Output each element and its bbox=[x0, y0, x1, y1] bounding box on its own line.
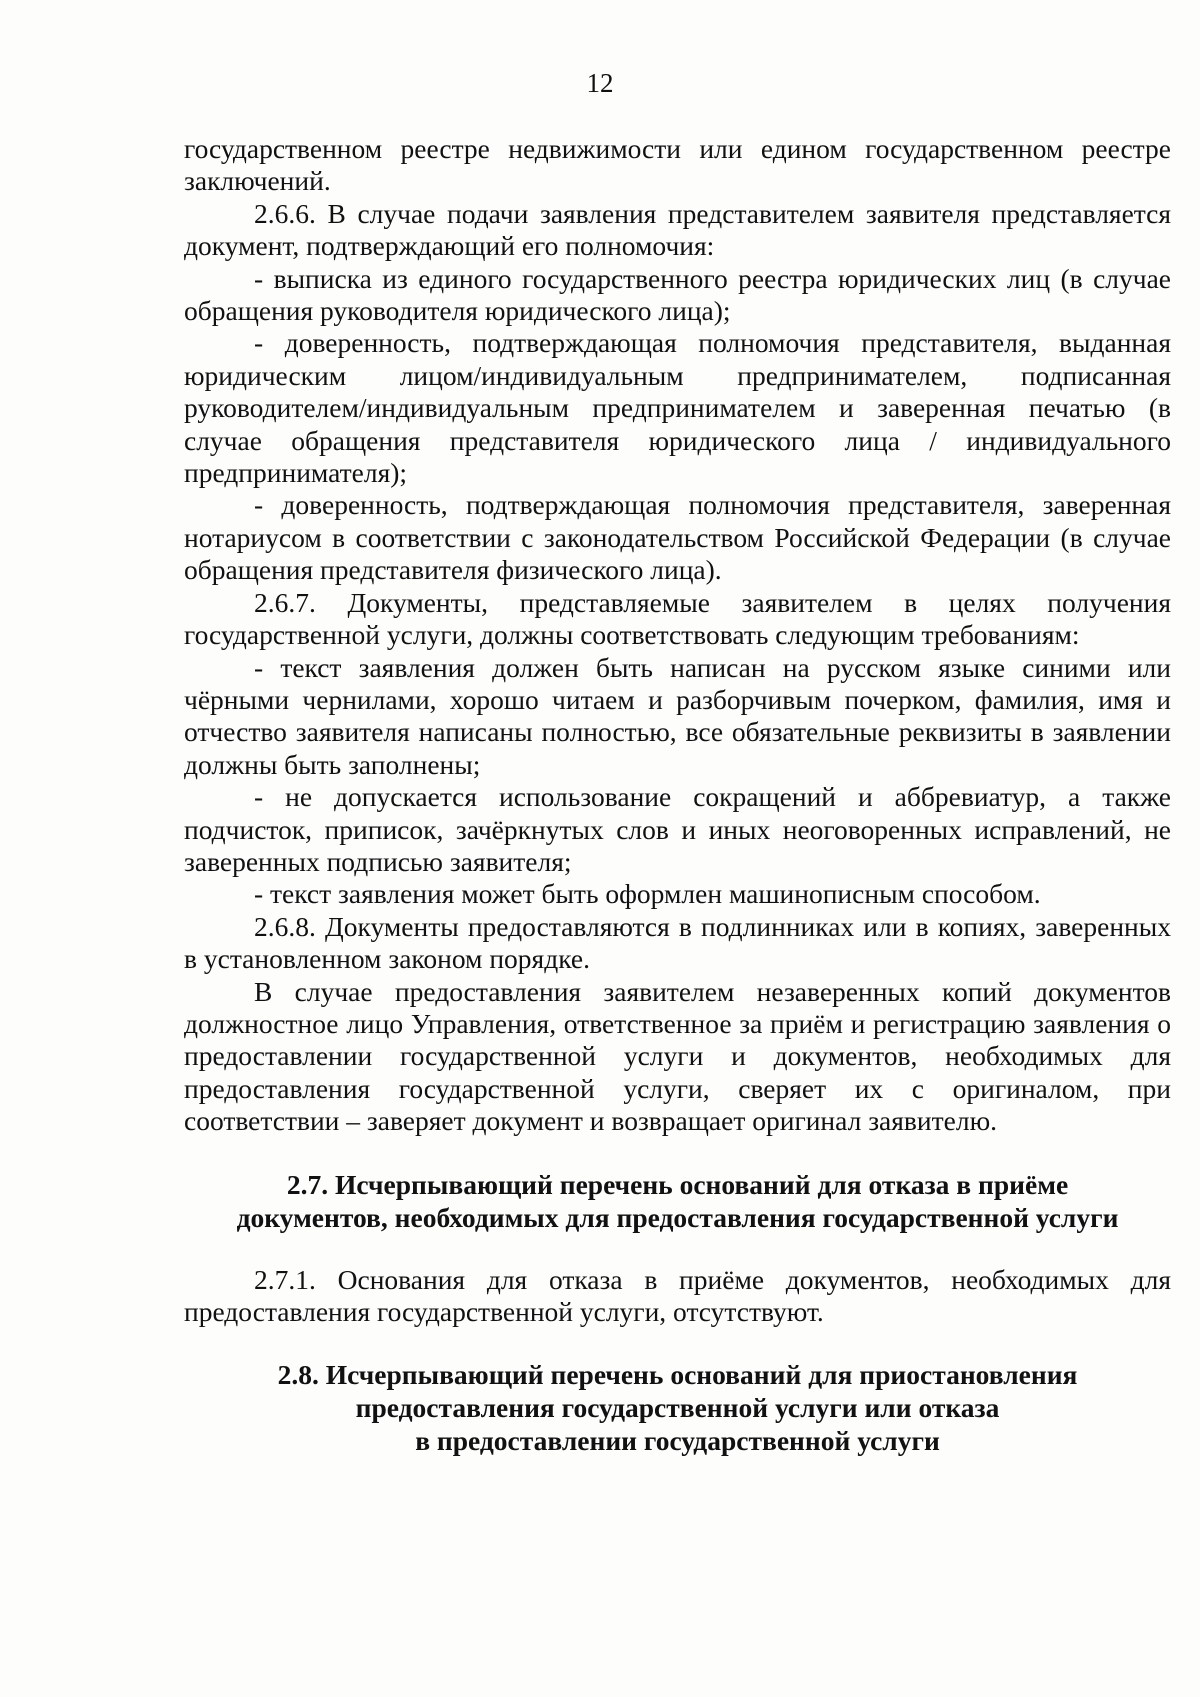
paragraph-uncertified-copies: В случае предоставления заявителем незаверенных копий документов должностное лицо Управления, ответственное за приём и регистрацию заявления о предоставлении государственной услуги и документов, необходимых для предоставления государственной услуги, сверяет их с оригиналом, при соответствии – заверяет документ и возвращает оригинал заявителю. bbox=[184, 975, 1171, 1137]
paragraph-2-6-8: 2.6.8. Документы предоставляются в подлинниках или в копиях, заверенных в установленном законом порядке. bbox=[184, 910, 1171, 975]
paragraph-2-7-1: 2.7.1. Основания для отказа в приёме документов, необходимых для предоставления государственной услуги, отсутствуют. bbox=[184, 1263, 1171, 1327]
list-item-extract: - выписка из единого государственного реестра юридических лиц (в случае обращения руководителя юридического лица); bbox=[184, 262, 1171, 327]
list-item-no-abbreviations: - не допускается использование сокращений и аббревиатур, а также подчисток, приписок, зачёркнутых слов и иных неоговоренных исправлений, не заверенных подписью заявителя; bbox=[184, 781, 1171, 877]
section-heading-2-7 bbox=[184, 1168, 1171, 1234]
paragraph-continuation: государственном реестре недвижимости или едином государственном реестре заключений. bbox=[184, 133, 1171, 197]
page-number: 12 bbox=[586, 68, 614, 98]
paragraph-2-6-7: 2.6.7. Документы, представляемые заявителем в целях получения государственной услуги, должны соответствовать следующим требованиям: bbox=[184, 586, 1171, 651]
page-content bbox=[184, 133, 1171, 1457]
section-heading-2-8-line-2: предоставления государственной услуги или отказа bbox=[355, 1392, 1000, 1424]
list-item-typewritten: - текст заявления может быть оформлен машинописным способом. bbox=[254, 878, 1041, 910]
section-heading-2-8 bbox=[184, 1358, 1171, 1457]
section-heading-2-7-line-2: документов, необходимых для предоставления государственной услуги bbox=[236, 1201, 1119, 1233]
list-item-text-requirements: - текст заявления должен быть написан на русском языке синими или чёрными чернилами, хорошо читаем и разборчивым почерком, фамилия, имя и отчество заявителя написаны полностью, все обязательные реквизиты в заявлении должны быть заполнены; bbox=[184, 651, 1171, 780]
list-item-power-of-attorney-notary: - доверенность, подтверждающая полномочия представителя, заверенная нотариусом в соответствии с законодательством Российской Федерации (в случае обращения представителя физического лица). bbox=[184, 489, 1171, 586]
section-heading-2-8-line-1: 2.8. Исчерпывающий перечень оснований для приостановления bbox=[277, 1359, 1078, 1391]
section-heading-2-8-line-3: в предоставлении государственной услуги bbox=[415, 1425, 940, 1457]
section-heading-2-7-line-1: 2.7. Исчерпывающий перечень оснований для отказа в приёме bbox=[286, 1168, 1069, 1200]
paragraph-2-6-6: 2.6.6. В случае подачи заявления представителем заявителя представляется документ, подтверждающий его полномочия: bbox=[184, 197, 1171, 262]
list-item-power-of-attorney-legal: - доверенность, подтверждающая полномочия представителя, выданная юридическим лицом/индивидуальным предпринимателем, подписанная руководителем/индивидуальным предпринимателем и заверенная печатью (в случае обращения представителя юридического лица / индивидуального предпринимателя); bbox=[184, 327, 1171, 489]
